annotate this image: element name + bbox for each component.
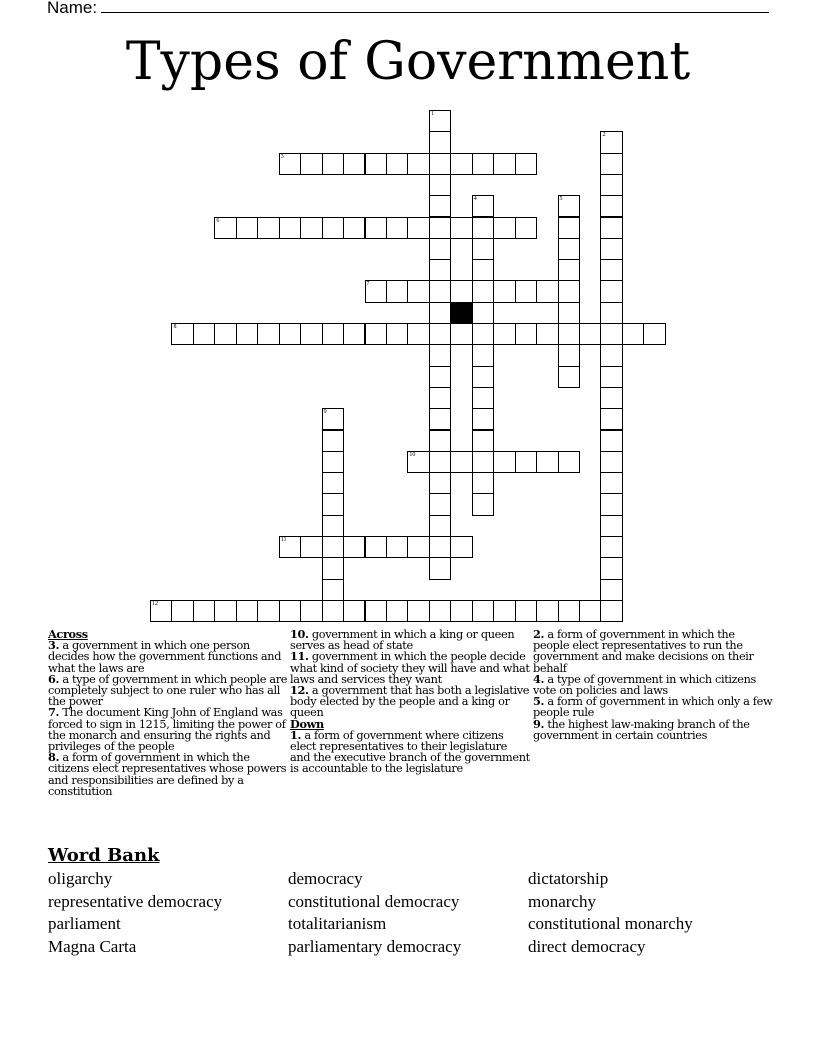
clues-column-1 [48,629,288,797]
crossword-cell[interactable] [600,195,622,217]
crossword-cell[interactable] [365,153,387,175]
crossword-cell[interactable] [579,600,601,622]
crossword-cell[interactable] [429,174,451,196]
crossword-cell[interactable] [558,217,580,239]
crossword-cell[interactable] [558,195,580,217]
word-bank-item: Magna Carta [48,936,137,956]
clues-column-2 [290,629,530,775]
crossword-cell[interactable] [279,600,301,622]
crossword-cell[interactable] [450,451,472,473]
crossword-cell[interactable] [429,259,451,281]
crossword-cell[interactable] [214,323,236,345]
crossword-cell[interactable] [536,323,558,345]
crossword-cell[interactable] [558,280,580,302]
clue-number: 6 [216,217,220,224]
crossword-cell[interactable] [171,600,193,622]
crossword-cell[interactable] [429,536,451,558]
crossword-cell[interactable] [214,600,236,622]
crossword-cell[interactable] [643,323,665,345]
crossword-cell[interactable] [279,323,301,345]
crossword-cell[interactable] [600,344,622,366]
crossword-cell[interactable] [472,344,494,366]
crossword-cell[interactable] [429,493,451,515]
crossword-cell[interactable] [600,579,622,601]
crossword-cell[interactable] [600,280,622,302]
clue-across-6: 6. a type of government in which people are completely subject to one ruler who has all the power [48,671,288,709]
crossword-cell[interactable] [450,600,472,622]
crossword-cell[interactable] [429,280,451,302]
crossword-cell[interactable] [600,302,622,324]
crossword-cell[interactable] [407,451,429,473]
name-label: Name: [47,0,98,17]
crossword-cell[interactable] [493,451,515,473]
crossword-cell[interactable] [472,472,494,494]
crossword-cell[interactable] [343,536,365,558]
word-bank-item: constitutional monarchy [528,914,693,933]
crossword-cell[interactable] [472,366,494,388]
clue-across-7: 7. The document King John of England was forced to sign in 1215, limiting the power of the monarch and ensuring the rights and privileges of the people [48,705,286,754]
clue-number: 10 [409,451,416,458]
crossword-cell[interactable] [322,600,344,622]
crossword-cell[interactable] [429,131,451,153]
crossword-cell[interactable] [279,153,301,175]
crossword-cell[interactable] [365,323,387,345]
crossword-cell[interactable] [429,515,451,537]
crossword-cell[interactable] [429,387,451,409]
clue-down-4: 4. a type of government in which citizens vote on policies and laws [533,671,756,698]
clue-number: 5 [559,196,563,203]
crossword-cell[interactable] [343,153,365,175]
clue-down-2: 2. a form of government in which the people elect representatives to run the government and make decisions on their behalf [533,627,754,675]
crossword-cell[interactable] [493,600,515,622]
crossword-cell[interactable] [472,302,494,324]
crossword-cell[interactable] [300,323,322,345]
crossword-cell[interactable] [429,366,451,388]
crossword-cell[interactable] [322,557,344,579]
crossword-cell[interactable] [429,238,451,260]
clue-across-11: 11. government in which the people decide what kind of society they will have and what laws and services they want [290,649,530,686]
crossword-cell[interactable] [407,536,429,558]
crossword-cell[interactable] [600,217,622,239]
crossword-cell[interactable] [622,323,644,345]
crossword-cell[interactable] [429,153,451,175]
crossword-cell[interactable] [429,217,451,239]
crossword-cell[interactable] [600,174,622,196]
crossword-cell[interactable] [493,153,515,175]
crossword-cell[interactable] [600,557,622,579]
crossword-cell[interactable] [386,280,408,302]
crossword-cell[interactable] [322,430,344,452]
clue-down-9: 9. the highest law-making branch of the government in certain countries [533,716,750,742]
crossword-cell[interactable] [150,600,172,622]
crossword-cell[interactable] [600,515,622,537]
page-title: Types of Government [125,32,691,92]
crossword-cell[interactable] [472,238,494,260]
crossword-cell[interactable] [536,451,558,473]
crossword-cell[interactable] [515,217,537,239]
crossword-cell[interactable] [300,600,322,622]
crossword-cell[interactable] [558,323,580,345]
name-field[interactable] [47,0,769,18]
crossword-cell[interactable] [193,600,215,622]
crossword-cell[interactable] [279,536,301,558]
crossword-cell[interactable] [300,536,322,558]
crossword-cell[interactable] [600,131,622,153]
word-bank-item: parliamentary democracy [288,936,462,956]
crossword-cell[interactable] [322,217,344,239]
crossword-cell[interactable] [343,323,365,345]
crossword-cell[interactable] [322,515,344,537]
clue-number: 12 [152,600,158,607]
crossword-cell[interactable] [515,280,537,302]
clue-number: 3 [280,153,284,160]
crossword-cell[interactable] [450,323,472,345]
crossword-cell[interactable] [493,280,515,302]
clue-number: 9 [323,409,327,416]
crossword-cell[interactable] [536,600,558,622]
clue-number: 11 [280,537,287,543]
crossword-cell[interactable] [279,217,301,239]
crossword-cell[interactable] [558,451,580,473]
crossword-cell[interactable] [386,323,408,345]
crossword-cell[interactable] [600,387,622,409]
black-cell [450,302,472,324]
crossword-cell[interactable] [600,238,622,260]
crossword-cell[interactable] [536,280,558,302]
crossword-cell[interactable] [429,600,451,622]
crossword-cell[interactable] [429,323,451,345]
crossword-cell[interactable] [322,153,344,175]
across-heading: Across [48,627,88,641]
crossword-cell[interactable] [407,323,429,345]
clue-down-5: 5. a form of government in which only a few people rule [533,694,773,720]
crossword-cell[interactable] [322,472,344,494]
crossword-cell[interactable] [407,217,429,239]
crossword-cell[interactable] [429,110,451,132]
crossword-cell[interactable] [515,600,537,622]
clue-across-3: 3. a government in which one person decides how the government functions and what the laws are [48,638,282,675]
crossword-cell[interactable] [257,217,279,239]
crossword-cell[interactable] [257,323,279,345]
crossword-cell[interactable] [600,153,622,175]
clues-column-3 [533,629,773,741]
crossword-cell[interactable] [429,344,451,366]
crossword-cell[interactable] [472,600,494,622]
crossword-cell[interactable] [365,280,387,302]
crossword-cell[interactable] [300,153,322,175]
crossword-cell[interactable] [236,600,258,622]
word-bank-title: Word Bank [48,845,160,866]
crossword-cell[interactable] [472,153,494,175]
word-bank-item: dictatorship [528,869,609,888]
crossword-cell[interactable] [600,536,622,558]
clue-across-8: 8. a form of government in which the citizens elect representatives whose powers and responsibilities are defined by a constitution [48,750,287,798]
crossword-cell[interactable] [236,217,258,239]
crossword-cell[interactable] [472,259,494,281]
crossword-cell[interactable] [472,408,494,430]
clue-across-12: 12. a government that has both a legislative body elected by the people and a king or queen [290,683,530,720]
crossword-cell[interactable] [386,536,408,558]
crossword-cell[interactable] [365,600,387,622]
word-bank-item: direct democracy [528,936,646,956]
crossword-cell[interactable] [472,430,494,452]
crossword-cell[interactable] [343,217,365,239]
crossword-cell[interactable] [236,323,258,345]
clue-number: 8 [173,324,177,330]
crossword-cell[interactable] [493,323,515,345]
crossword-cell[interactable] [558,366,580,388]
crossword-cell[interactable] [193,323,215,345]
crossword-cell[interactable] [472,493,494,515]
crossword-cell[interactable] [472,323,494,345]
crossword-cell[interactable] [300,217,322,239]
crossword-cell[interactable] [450,153,472,175]
name-line[interactable] [101,0,769,13]
crossword-cell[interactable] [214,217,236,239]
crossword-cell[interactable] [472,280,494,302]
crossword-cell[interactable] [515,323,537,345]
crossword-cell[interactable] [600,259,622,281]
crossword-cell[interactable] [600,451,622,473]
crossword-cell[interactable] [600,323,622,345]
crossword-cell[interactable] [322,408,344,430]
clue-down-1: 1. a form of government where citizens elect representatives to their legislature and the executive branch of the government is accountable to the legislature [290,727,530,776]
crossword-cell[interactable] [171,323,193,345]
word-bank-column-3 [528,868,693,958]
clue-number: 2 [602,132,606,139]
crossword-cell[interactable] [600,472,622,494]
crossword-cell[interactable] [558,259,580,281]
crossword-cell[interactable] [407,600,429,622]
crossword-cell[interactable] [600,430,622,452]
clue-number: 1 [430,111,434,117]
crossword-cell[interactable] [558,238,580,260]
crossword-cell[interactable] [450,217,472,239]
crossword-cell[interactable] [472,217,494,239]
crossword-cell[interactable] [600,600,622,622]
crossword-cell[interactable] [386,153,408,175]
crossword-cell[interactable] [322,536,344,558]
crossword-cell[interactable] [407,280,429,302]
crossword-cell[interactable] [429,302,451,324]
crossword-cell[interactable] [407,153,429,175]
word-bank-column-2 [288,868,461,958]
crossword-cell[interactable] [343,600,365,622]
crossword-cell[interactable] [472,387,494,409]
crossword-cell[interactable] [429,195,451,217]
crossword-cell[interactable] [322,579,344,601]
crossword-cell[interactable] [493,217,515,239]
crossword-cell[interactable] [472,451,494,473]
clue-number: 4 [473,196,477,203]
word-bank-item: democracy [288,869,363,888]
crossword-cell[interactable] [365,536,387,558]
crossword-cell[interactable] [600,408,622,430]
crossword-cell[interactable] [450,280,472,302]
crossword-cell[interactable] [558,302,580,324]
crossword-cell[interactable] [386,600,408,622]
crossword-cell[interactable] [322,493,344,515]
crossword-cell[interactable] [322,451,344,473]
word-bank-column-1 [48,868,222,958]
crossword-cell[interactable] [429,451,451,473]
crossword-cell[interactable] [579,323,601,345]
crossword-cell[interactable] [429,472,451,494]
crossword-cell[interactable] [558,600,580,622]
crossword-cell[interactable] [429,557,451,579]
clue-across-10: 10. government in which a king or queen serves as head of state [290,627,515,653]
word-bank-item: parliament [48,914,121,933]
crossword-cell[interactable] [515,153,537,175]
crossword-cell[interactable] [386,217,408,239]
crossword-cell[interactable] [322,323,344,345]
down-heading: Down [290,716,324,731]
word-bank-item: representative democracy [48,891,223,911]
crossword-cell[interactable] [365,217,387,239]
crossword-cell[interactable] [600,366,622,388]
crossword-cell[interactable] [515,451,537,473]
crossword-cell[interactable] [472,195,494,217]
crossword-cell[interactable] [558,344,580,366]
crossword-cell[interactable] [429,408,451,430]
clue-number: 7 [366,281,370,288]
crossword-cell[interactable] [600,493,622,515]
crossword-cell[interactable] [429,430,451,452]
word-bank-item: oligarchy [48,869,113,888]
word-bank-item: constitutional democracy [288,891,460,911]
word-bank-item: monarchy [528,891,596,911]
crossword-cell[interactable] [257,600,279,622]
word-bank-item: totalitarianism [288,914,387,933]
crossword-cell[interactable] [450,536,472,558]
